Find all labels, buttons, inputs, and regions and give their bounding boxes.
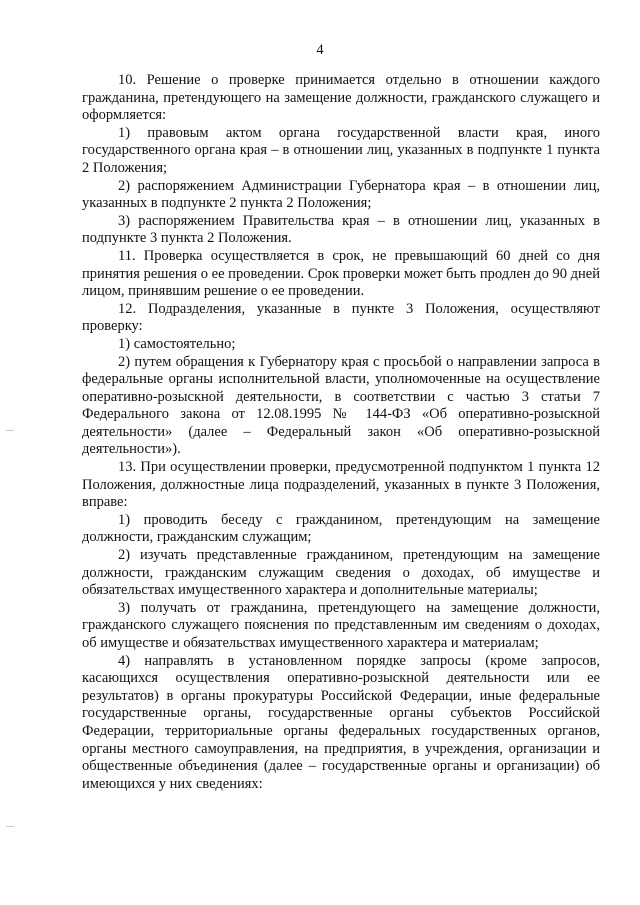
- paragraph-12-item-1: 1) самостоятельно;: [118, 335, 236, 352]
- scan-margin-mark: [6, 430, 14, 431]
- paragraph-10: 10. Решение о проверке принимается отдельно в отношении каждого гражданина, претендующего на замещение должности, гражданского служащего и оформляется:: [82, 72, 600, 124]
- scan-margin-mark: [6, 826, 14, 827]
- paragraph-13: 13. При осуществлении проверки, предусмотренной подпунктом 1 пункта 12 Положения, должностные лица подразделений, указанных в пункте 3 Положения, вправе:: [82, 459, 600, 511]
- paragraph-13-item-3: 3) получать от гражданина, претендующего на замещение должности, гражданского служащего пояснения по представленным им сведениям о доходах, об имуществе и обязательствах имущественного характера и материалам;: [82, 599, 600, 651]
- paragraph-10-item-2: 2) распоряжением Администрации Губернатора края – в отношении лиц, указанных в подпункте 2 пункта 2 Положения;: [82, 177, 600, 212]
- document-body: [82, 72, 600, 793]
- paragraph-10-item-1: 1) правовым актом органа государственной власти края, иного государственного органа края – в отношении лиц, указанных в подпункте 1 пункта 2 Положения;: [82, 124, 600, 176]
- page-number: 4: [316, 42, 324, 58]
- paragraph-10-item-3: 3) распоряжением Правительства края – в отношении лиц, указанных в подпункте 3 пункта 2 Положения.: [82, 212, 600, 247]
- paragraph-13-item-2: 2) изучать представленные гражданином, претендующим на замещение должности, гражданским служащим сведения о доходах, об имуществе и обязательствах имущественного характера и дополнительные материалы;: [82, 547, 600, 599]
- paragraph-13-item-1: 1) проводить беседу с гражданином, претендующим на замещение должности, гражданским служащим;: [82, 511, 600, 546]
- paragraph-12: 12. Подразделения, указанные в пункте 3 Положения, осуществляют проверку:: [82, 300, 600, 335]
- paragraph-11: 11. Проверка осуществляется в срок, не превышающий 60 дней со дня принятия решения о ее проведении. Срок проверки может быть продлен до 90 дней лицом, принявшим решение о ее проведении.: [82, 247, 600, 300]
- paragraph-12-item-2: 2) путем обращения к Губернатору края с просьбой о направлении запроса в федеральные органы исполнительной власти, уполномоченные на осуществление оперативно-розыскной деятельности, в соответствии с частью 3 статьи 7 Федерального закона от 12.08.1995 № 144-ФЗ «Об оперативно-розыскной деятельности» (далее – Федеральный закон «Об оперативно-розыскной деятельности»).: [82, 353, 600, 458]
- paragraph-13-item-4: 4) направлять в установленном порядке запросы (кроме запросов, касающихся осуществления оперативно-розыскной деятельности или ее результатов) в органы прокуратуры Российской Федерации, иные федеральные государственные органы, государственные органы субъектов Российской Федерации, территориальные органы федеральных государственных органов, органы местного самоуправления, на предприятия, в учреждения, организации и общественные объединения (далее – государственные органы и организации) об имеющихся у них сведениях:: [82, 652, 600, 792]
